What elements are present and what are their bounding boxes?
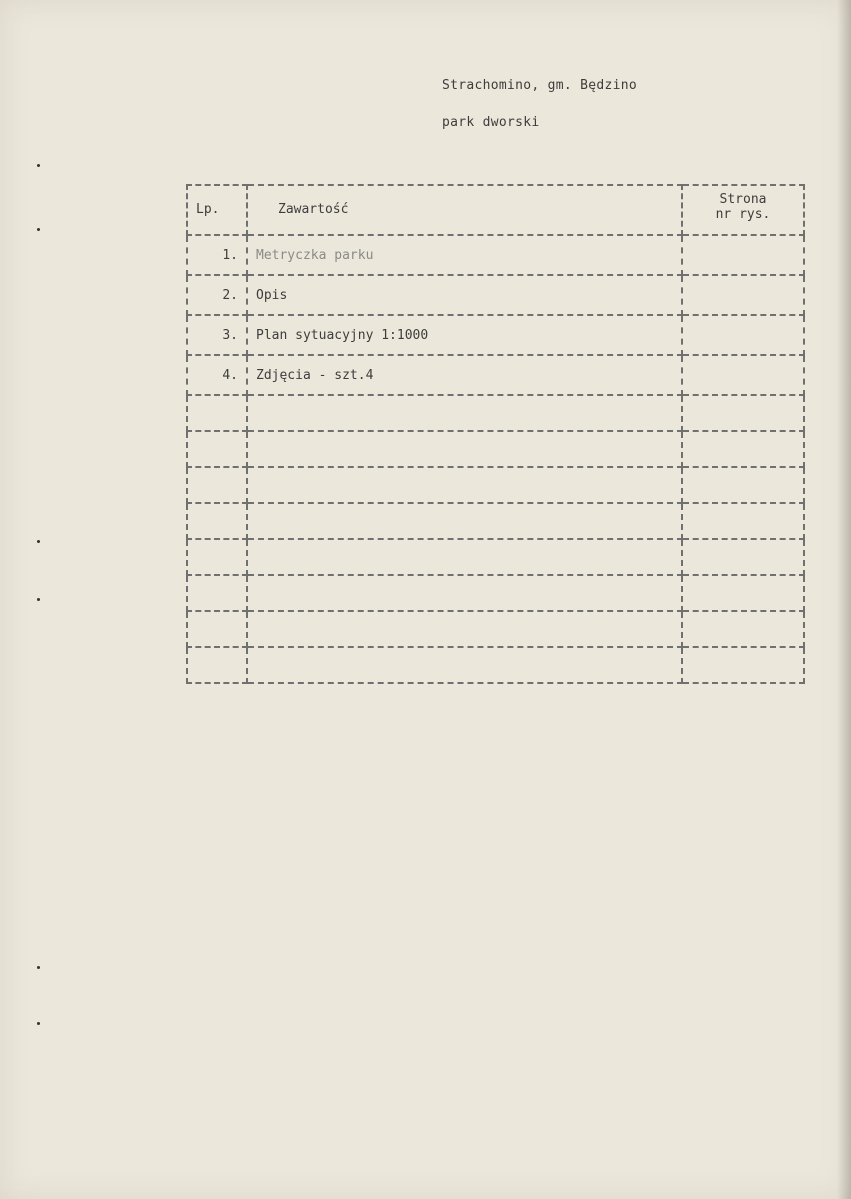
header-page-line1: Strona (719, 192, 767, 207)
row-content: Metryczka parku (247, 235, 682, 275)
subject-heading: park dworski (442, 115, 540, 130)
row-content: Opis (247, 275, 682, 315)
margin-dot (37, 1022, 40, 1025)
table-row (187, 315, 804, 355)
row-lp: 2. (187, 275, 247, 315)
location-heading: Strachomino, gm. Będzino (442, 78, 638, 93)
row-page (682, 355, 804, 395)
row-lp: 3. (187, 315, 247, 355)
empty-row (187, 539, 804, 575)
empty-row (187, 647, 804, 683)
row-lp: 1. (187, 235, 247, 275)
row-page (682, 235, 804, 275)
margin-dot (37, 540, 40, 543)
empty-row (187, 467, 804, 503)
header-lp: Lp. (187, 185, 247, 235)
margin-dot (37, 164, 40, 167)
empty-row (187, 611, 804, 647)
row-content: Zdjęcia - szt.4 (247, 355, 682, 395)
table-header-row (187, 185, 804, 235)
header-page-line2: nr rys. (715, 207, 771, 222)
row-content: Plan sytuacyjny 1:1000 (247, 315, 682, 355)
margin-dot (37, 228, 40, 231)
row-page (682, 275, 804, 315)
margin-dot (37, 598, 40, 601)
table-row (187, 235, 804, 275)
empty-row (187, 395, 804, 431)
header-content: Zawartość (247, 185, 682, 235)
row-page (682, 315, 804, 355)
table-row (187, 275, 804, 315)
empty-row (187, 431, 804, 467)
empty-row (187, 503, 804, 539)
row-lp: 4. (187, 355, 247, 395)
header-page (682, 185, 804, 235)
margin-dot (37, 966, 40, 969)
table-row (187, 355, 804, 395)
contents-table (186, 184, 805, 684)
empty-row (187, 575, 804, 611)
